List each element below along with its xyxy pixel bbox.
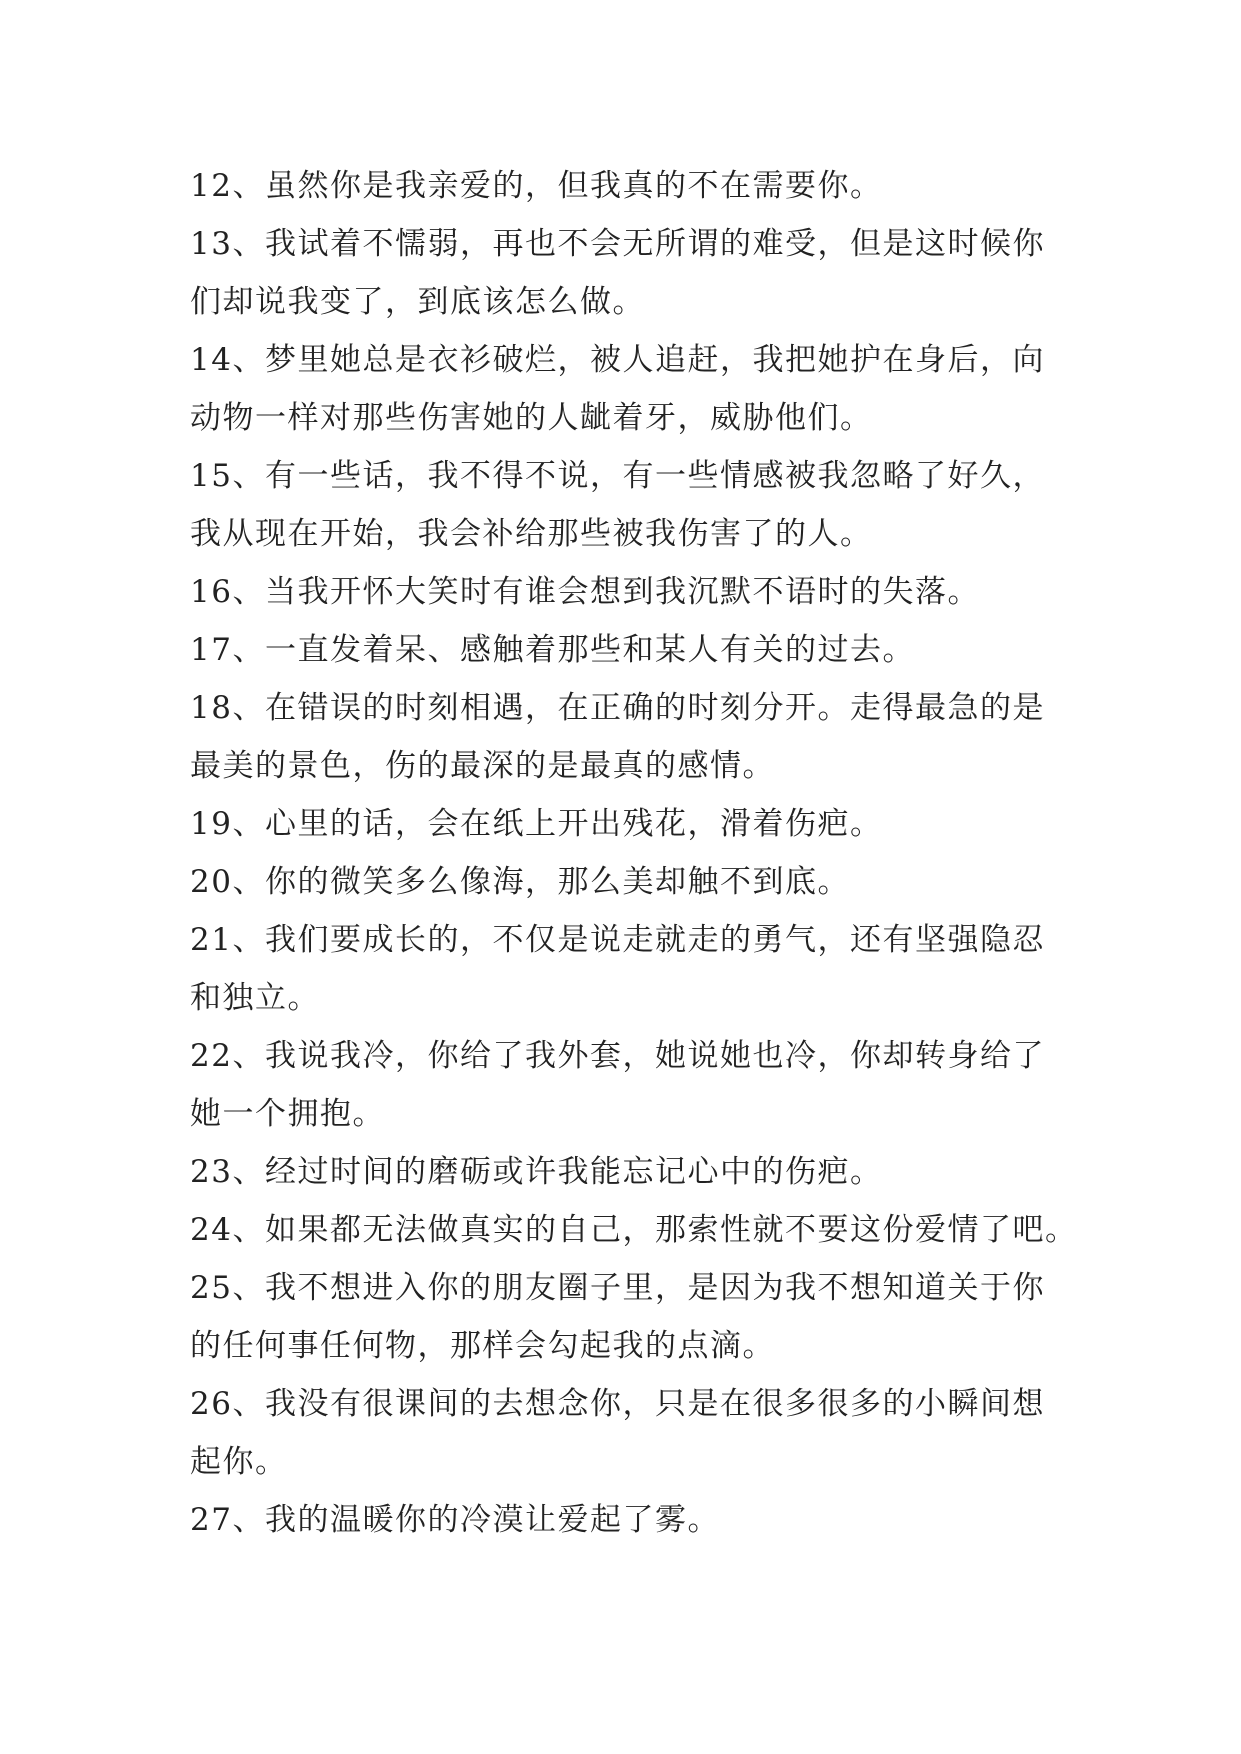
text-line: 23、经过时间的磨砺或许我能忘记心中的伤疤。 [190,1154,883,1190]
text-line: 20、你的微笑多么像海，那么美却触不到底。 [190,864,850,900]
text-line: 的任何事任何物，那样会勾起我的点滴。 [190,1328,775,1364]
text-line: 动物一样对那些伤害她的人龇着牙，威胁他们。 [190,400,873,436]
text-line: 13、我试着不懦弱，再也不会无所谓的难受，但是这时候你 [190,226,1045,262]
text-line: 我从现在开始，我会补给那些被我伤害了的人。 [190,516,873,552]
text-line: 17、一直发着呆、感触着那些和某人有关的过去。 [190,632,915,668]
text-line: 和独立。 [190,980,320,1016]
text-line: 25、我不想进入你的朋友圈子里，是因为我不想知道关于你 [190,1270,1045,1306]
text-line: 们却说我变了，到底该怎么做。 [190,284,645,320]
text-line: 起你。 [190,1444,288,1480]
text-line: 27、我的温暖你的冷漠让爱起了雾。 [190,1502,720,1538]
text-line: 16、当我开怀大笑时有谁会想到我沉默不语时的失落。 [190,574,980,610]
text-line: 26、我没有很课间的去想念你，只是在很多很多的小瞬间想 [190,1386,1045,1422]
text-line: 最美的景色，伤的最深的是最真的感情。 [190,748,775,784]
text-line: 12、虽然你是我亲爱的，但我真的不在需要你。 [190,168,883,204]
text-line: 21、我们要成长的，不仅是说走就走的勇气，还有坚强隐忍 [190,922,1045,958]
document-body [190,157,1078,1549]
text-line: 19、心里的话，会在纸上开出残花，滑着伤疤。 [190,806,883,842]
text-line: 24、如果都无法做真实的自己，那索性就不要这份爱情了吧。 [190,1212,1078,1248]
text-line: 22、我说我冷，你给了我外套，她说她也冷，你却转身给了 [190,1038,1045,1074]
text-line: 14、梦里她总是衣衫破烂，被人追赶，我把她护在身后，向 [190,342,1045,378]
text-line: 18、在错误的时刻相遇，在正确的时刻分开。走得最急的是 [190,690,1045,726]
text-line: 她一个拥抱。 [190,1096,385,1132]
text-line: 15、有一些话，我不得不说，有一些情感被我忽略了好久， [190,458,1045,494]
